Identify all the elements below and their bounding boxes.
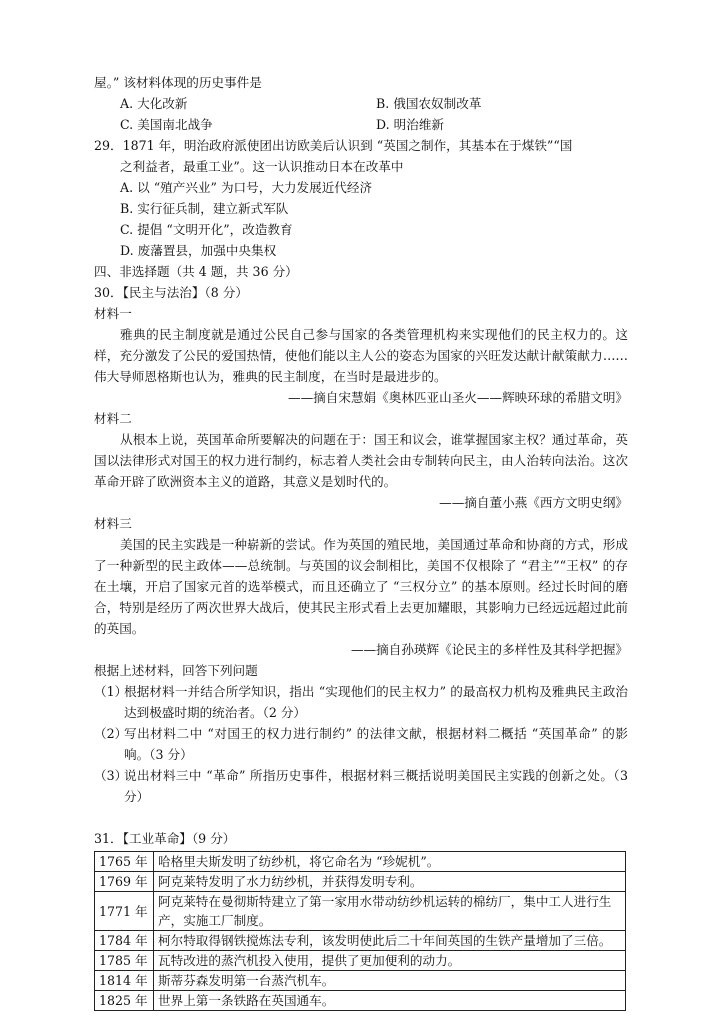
table-row [95, 951, 626, 971]
q30-material-3-citation: ——摘自孙瑛辉《论民主的多样性及其科学把握》 [350, 642, 628, 657]
q29-stem-line-2: 之利益者，最重工业”。这一认识推动日本在改革中 [120, 159, 404, 174]
q29-option-d: D. 废藩置县，加强中央集权 [120, 243, 277, 258]
timeline-event: 阿克莱特发明了水力纺纱机，并获得发明专利。 [154, 872, 626, 892]
timeline-event: 柯尔特取得钢铁搅炼法专利，该发明使此后二十年间英国的生铁产量增加了三倍。 [154, 931, 626, 951]
q28-stem-tail: 屋。” 该材料体现的历史事件是 [94, 75, 262, 90]
q30-material-3-text: 美国的民主实践是一种崭新的尝试。作为英国的殖民地，美国通过革命和协商的方式，形成了一种新型的民主政体——总统制。与英国的议会制相比，美国不仅根除了 “君主”“王权” 的存在土壤，开启了国家元首的选举模式，而且还确立了 “三权分立” 的基本原则。经过长时间的磨合，特别是经历了两次世界大战后，使其民主形式看上去更加耀眼，其影响力已经远远超过此前的英国。 [94, 537, 628, 636]
timeline-event: 斯蒂芬森发明第一台蒸汽机车。 [154, 971, 626, 991]
q30-subquestion-1-number: （1） [94, 684, 128, 699]
table-row [95, 852, 626, 872]
q31-heading: 31．【工业革命】（9 分） [94, 831, 236, 846]
section-heading: 四、非选择题（共 4 题，共 36 分） [94, 264, 298, 279]
timeline-year: 1814 年 [95, 971, 154, 991]
timeline-year: 1785 年 [95, 951, 154, 971]
q30-heading: 30．【民主与法治】（8 分） [94, 285, 248, 300]
exam-page [94, 72, 628, 1011]
table-row [95, 991, 626, 1011]
q30-prompt: 根据上述材料，回答下列问题 [94, 663, 258, 678]
table-row [95, 971, 626, 991]
q28-options-row-2 [94, 114, 628, 135]
q29-option-c: C. 提倡 “文明开化”，改造教育 [120, 222, 293, 237]
q30-material-2-citation: ——摘自董小燕《西方文明史纲》 [439, 495, 628, 510]
table-row [95, 872, 626, 892]
q28-option-a: A. 大化改新 [120, 96, 188, 111]
q30-material-3-label: 材料三 [94, 516, 132, 531]
q30-material-2-label: 材料二 [94, 411, 132, 426]
q30-subquestion-2-text: 写出材料二中 “对国王的权力进行制约” 的法律文献，根据材料二概括 “英国革命” 的影响。（3 分） [124, 726, 628, 762]
timeline-year: 1769 年 [95, 872, 154, 892]
q28-option-c: C. 美国南北战争 [120, 117, 213, 132]
q30-subquestion-2-number: （2） [94, 726, 128, 741]
spacer [94, 807, 628, 828]
timeline-event: 瓦特改进的蒸汽机投入使用，提供了更加便利的动力。 [154, 951, 626, 971]
timeline-year: 1784 年 [95, 931, 154, 951]
q30-subquestion-3-text: 说出材料三中 “革命” 所指历史事件，根据材料三概括说明美国民主实践的创新之处。（3 分） [124, 768, 628, 804]
q30-subquestion-2 [94, 723, 628, 765]
q30-material-2-text: 从根本上说，英国革命所要解决的问题在于：国王和议会，谁掌握国家主权？通过革命，英国以法律形式对国王的权力进行制约，标志着人类社会由专制转向民主，由人治转向法治。这次革命开辟了欧洲资本主义的道路，其意义是划时代的。 [94, 432, 628, 489]
q30-material-1-citation: ——摘自宋慧娟《奥林匹亚山圣火——辉映环球的希腊文明》 [287, 390, 628, 405]
timeline-event: 世界上第一条铁路在英国通车。 [154, 991, 626, 1011]
q30-subquestion-3-number: （3） [94, 768, 128, 783]
table-row [95, 931, 626, 951]
q28-options-row-1 [94, 93, 628, 114]
timeline-year: 1771 年 [95, 892, 154, 931]
q30-subquestion-3 [94, 765, 628, 807]
q31-timeline-table [94, 851, 626, 1011]
timeline-event: 哈格里夫斯发明了纺纱机，将它命名为 “珍妮机”。 [154, 852, 626, 872]
timeline-year: 1765 年 [95, 852, 154, 872]
q29-option-b: B. 实行征兵制，建立新式军队 [120, 201, 289, 216]
q28-option-b: B. 俄国农奴制改革 [376, 96, 482, 111]
timeline-year: 1825 年 [95, 991, 154, 1011]
q30-material-1-label: 材料一 [94, 306, 132, 321]
q30-subquestion-1-text: 根据材料一并结合所学知识，指出 “实现他们的民主权力” 的最高权力机构及雅典民主政治达到极盛时期的统治者。（2 分） [124, 684, 628, 720]
q30-material-1-text: 雅典的民主制度就是通过公民自己参与国家的各类管理机构来实现他们的民主权力的。这样，充分激发了公民的爱国热情，使他们能以主人公的姿态为国家的兴旺发达献计献策献力……伟大导师恩格斯也认为，雅典的民主制度，在当时是最进步的。 [94, 327, 628, 384]
q29-stem-line-1: 29．1871 年，明治政府派使团出访欧美后认识到 “英国之制作，其基本在于煤铁”“国 [94, 138, 573, 153]
table-row [95, 892, 626, 931]
q30-subquestion-1 [94, 681, 628, 723]
q28-option-d: D. 明治维新 [376, 117, 445, 132]
q29-option-a: A. 以 “殖产兴业” 为口号，大力发展近代经济 [120, 180, 373, 195]
timeline-event: 阿克莱特在曼彻斯特建立了第一家用水带动纺纱机运转的棉纺厂，集中工人进行生产，实施工厂制度。 [154, 892, 626, 931]
